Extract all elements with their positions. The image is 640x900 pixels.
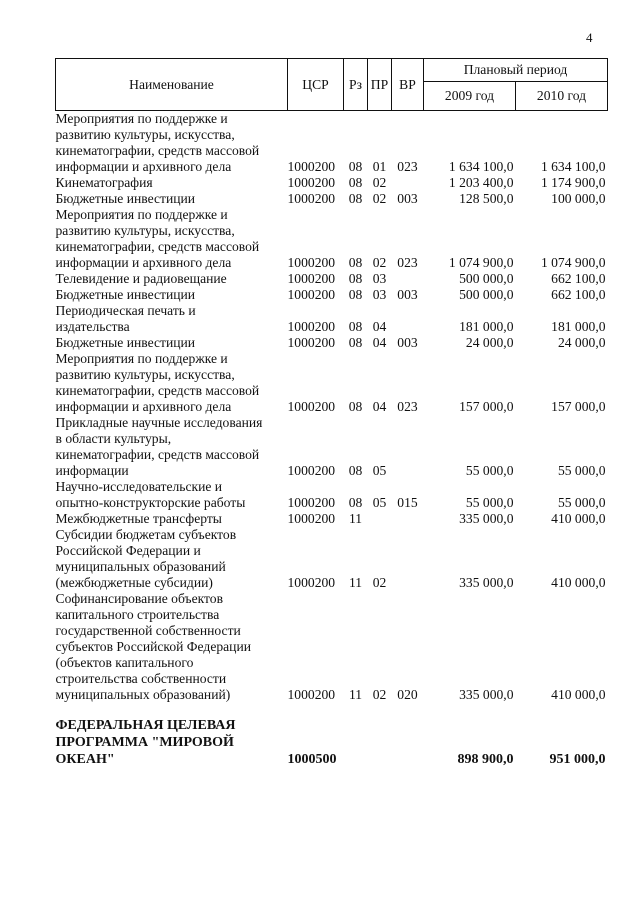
table-header (56, 59, 608, 111)
row-name (56, 111, 288, 176)
table-row (56, 207, 608, 271)
row-name-line: ПРОГРАММА "МИРОВОЙ (55, 735, 234, 750)
row-value-2009: 898 900,0 (457, 752, 514, 767)
header-planning-period: Плановый период (424, 59, 608, 82)
row-name-line: ФЕДЕРАЛЬНАЯ ЦЕЛЕВАЯ (55, 718, 236, 733)
row-name-line: информации и архивного дела (55, 399, 232, 414)
row-vr: 003 (397, 287, 418, 302)
row-rz: 08 (348, 175, 363, 190)
row-name-line: муниципальных образований) (55, 687, 231, 702)
row-csr: 1000200 (287, 271, 336, 286)
row-name-line: капитального строительства (55, 607, 220, 622)
row-name-line: ОКЕАН" (55, 752, 115, 767)
row-name-line: Межбюджетные трансферты (55, 511, 222, 526)
row-value-2009: 335 000,0 (459, 511, 514, 526)
row-vr: 020 (397, 687, 418, 702)
row-name-line: (объектов капитального (55, 655, 194, 670)
row-value-2009: 55 000,0 (465, 495, 514, 510)
row-vr (392, 511, 424, 527)
row-rz: 08 (348, 495, 363, 510)
row-csr: 1000200 (287, 319, 336, 334)
row-vr (392, 303, 424, 335)
table-row (56, 527, 608, 591)
row-vr (392, 703, 424, 768)
row-name (56, 191, 288, 207)
row-csr: 1000200 (287, 687, 336, 702)
row-value-2010: 55 000,0 (557, 495, 606, 510)
row-name-line: государственной собственности (55, 623, 241, 638)
row-value-2010: 1 634 100,0 (540, 159, 606, 174)
row-pr: 02 (372, 191, 387, 206)
header-csr: ЦСР (288, 59, 344, 111)
row-rz: 08 (348, 271, 363, 286)
row-value-2009: 55 000,0 (465, 463, 514, 478)
row-pr: 01 (372, 159, 387, 174)
table-row (56, 351, 608, 415)
row-name-line: развитию культуры, искусства, (55, 127, 235, 142)
row-pr: 04 (372, 335, 387, 350)
row-value-2010: 410 000,0 (551, 511, 606, 526)
row-csr: 1000200 (287, 575, 336, 590)
row-value-2009: 181 000,0 (459, 319, 514, 334)
row-name (56, 175, 288, 191)
row-name-line: информации и архивного дела (55, 255, 232, 270)
row-rz (344, 703, 368, 768)
row-name-line: строительства собственности (55, 671, 227, 686)
row-pr: 05 (372, 495, 387, 510)
row-csr: 1000200 (287, 399, 336, 414)
row-value-2010: 410 000,0 (551, 687, 606, 702)
row-name (56, 351, 288, 415)
row-pr (368, 511, 392, 527)
row-pr: 05 (372, 463, 387, 478)
row-name-line: Субсидии бюджетам субъектов (55, 527, 237, 542)
row-rz: 08 (348, 335, 363, 350)
row-value-2010: 100 000,0 (551, 191, 606, 206)
row-pr: 04 (372, 319, 387, 334)
table-row (56, 303, 608, 335)
row-pr: 03 (372, 287, 387, 302)
table-row (56, 591, 608, 703)
row-name-line: Софинансирование объектов (55, 591, 224, 606)
row-value-2010: 157 000,0 (551, 399, 606, 414)
row-name-line: Бюджетные инвестиции (55, 287, 196, 302)
row-value-2009: 1 634 100,0 (448, 159, 514, 174)
row-name-line: развитию культуры, искусства, (55, 367, 235, 382)
row-name (56, 479, 288, 511)
table-row (56, 175, 608, 191)
row-csr: 1000500 (287, 752, 337, 767)
table-row (56, 271, 608, 287)
row-value-2010: 951 000,0 (549, 752, 606, 767)
row-name (56, 287, 288, 303)
header-vr: ВР (392, 59, 424, 111)
total-row (56, 703, 608, 768)
row-csr: 1000200 (287, 175, 336, 190)
row-rz: 11 (348, 575, 363, 590)
header-rz: Рз (344, 59, 368, 111)
row-value-2010: 24 000,0 (557, 335, 606, 350)
row-value-2009: 500 000,0 (459, 271, 514, 286)
row-name (56, 527, 288, 591)
row-name-line: Бюджетные инвестиции (55, 335, 196, 350)
table-row (56, 415, 608, 479)
row-name-line: информации (55, 463, 129, 478)
row-value-2010: 1 074 900,0 (540, 255, 606, 270)
row-value-2009: 500 000,0 (459, 287, 514, 302)
table-row (56, 479, 608, 511)
row-vr: 023 (397, 399, 418, 414)
row-pr: 02 (372, 687, 387, 702)
row-name-line: Телевидение и радиовещание (55, 271, 227, 286)
row-name (56, 703, 288, 768)
row-name (56, 335, 288, 351)
row-pr: 03 (372, 271, 387, 286)
row-name-line: кинематографии, средств массовой (55, 143, 260, 158)
row-csr: 1000200 (287, 287, 336, 302)
row-name-line: Научно-исследовательские и (55, 479, 223, 494)
row-vr: 015 (397, 495, 418, 510)
row-vr (392, 271, 424, 287)
row-value-2009: 335 000,0 (459, 575, 514, 590)
row-vr: 023 (397, 255, 418, 270)
row-rz: 08 (348, 319, 363, 334)
row-name-line: Прикладные научные исследования (55, 415, 263, 430)
budget-table (55, 58, 608, 768)
row-name-line: Мероприятия по поддержке и (55, 351, 228, 366)
row-value-2009: 128 500,0 (459, 191, 514, 206)
row-name (56, 271, 288, 287)
row-csr: 1000200 (287, 511, 336, 526)
row-name-line: кинематографии, средств массовой (55, 239, 260, 254)
row-name (56, 415, 288, 479)
row-pr (368, 703, 392, 768)
row-rz: 11 (348, 511, 363, 526)
row-name (56, 511, 288, 527)
row-rz: 08 (348, 463, 363, 478)
row-name-line: информации и архивного дела (55, 159, 232, 174)
header-year-2009: 2009 год (424, 82, 516, 111)
row-value-2010: 1 174 900,0 (540, 175, 606, 190)
page-number: 4 (586, 30, 593, 45)
row-vr: 003 (397, 335, 418, 350)
row-value-2009: 24 000,0 (465, 335, 514, 350)
row-name-line: Бюджетные инвестиции (55, 191, 196, 206)
row-vr (392, 175, 424, 191)
row-name-line: кинематографии, средств массовой (55, 383, 260, 398)
header-pr: ПР (368, 59, 392, 111)
table-row (56, 511, 608, 527)
table-row (56, 335, 608, 351)
row-name-line: Мероприятия по поддержке и (55, 111, 228, 126)
row-name-line: Периодическая печать и (55, 303, 196, 318)
row-csr: 1000200 (287, 495, 336, 510)
row-csr: 1000200 (287, 255, 336, 270)
row-value-2010: 662 100,0 (551, 271, 606, 286)
row-rz: 08 (348, 287, 363, 302)
row-vr: 003 (397, 191, 418, 206)
row-name-line: муниципальных образований (55, 559, 226, 574)
row-name-line: издательства (55, 319, 130, 334)
row-name-line: (межбюджетные субсидии) (55, 575, 213, 590)
row-csr: 1000200 (287, 159, 336, 174)
row-rz: 08 (348, 191, 363, 206)
row-name-line: Кинематография (55, 175, 153, 190)
row-value-2009: 1 203 400,0 (448, 175, 514, 190)
row-pr: 02 (372, 255, 387, 270)
row-pr: 04 (372, 399, 387, 414)
row-pr: 02 (372, 175, 387, 190)
row-value-2010: 662 100,0 (551, 287, 606, 302)
row-pr: 02 (372, 575, 387, 590)
row-vr (392, 415, 424, 479)
table-row (56, 111, 608, 176)
row-name-line: развитию культуры, искусства, (55, 223, 235, 238)
row-value-2010: 181 000,0 (551, 319, 606, 334)
row-name (56, 207, 288, 271)
row-vr: 023 (397, 159, 418, 174)
row-name-line: опытно-конструкторские работы (55, 495, 246, 510)
row-rz: 08 (348, 159, 363, 174)
row-name-line: кинематографии, средств массовой (55, 447, 260, 462)
row-csr: 1000200 (287, 191, 336, 206)
row-name-line: в области культуры, (55, 431, 172, 446)
row-name-line: Мероприятия по поддержке и (55, 207, 228, 222)
row-rz: 08 (348, 399, 363, 414)
row-name (56, 591, 288, 703)
table-body (56, 111, 608, 769)
row-value-2009: 335 000,0 (459, 687, 514, 702)
row-value-2010: 55 000,0 (557, 463, 606, 478)
row-rz: 11 (348, 687, 363, 702)
row-value-2009: 157 000,0 (459, 399, 514, 414)
row-vr (392, 527, 424, 591)
row-name (56, 303, 288, 335)
table-row (56, 287, 608, 303)
row-value-2010: 410 000,0 (551, 575, 606, 590)
row-csr: 1000200 (287, 463, 336, 478)
row-value-2009: 1 074 900,0 (448, 255, 514, 270)
header-year-2010: 2010 год (516, 82, 608, 111)
row-name-line: Российской Федерации и (55, 543, 201, 558)
row-rz: 08 (348, 255, 363, 270)
row-csr: 1000200 (287, 335, 336, 350)
row-name-line: субъектов Российской Федерации (55, 639, 252, 654)
table-row (56, 191, 608, 207)
header-name: Наименование (56, 59, 288, 111)
